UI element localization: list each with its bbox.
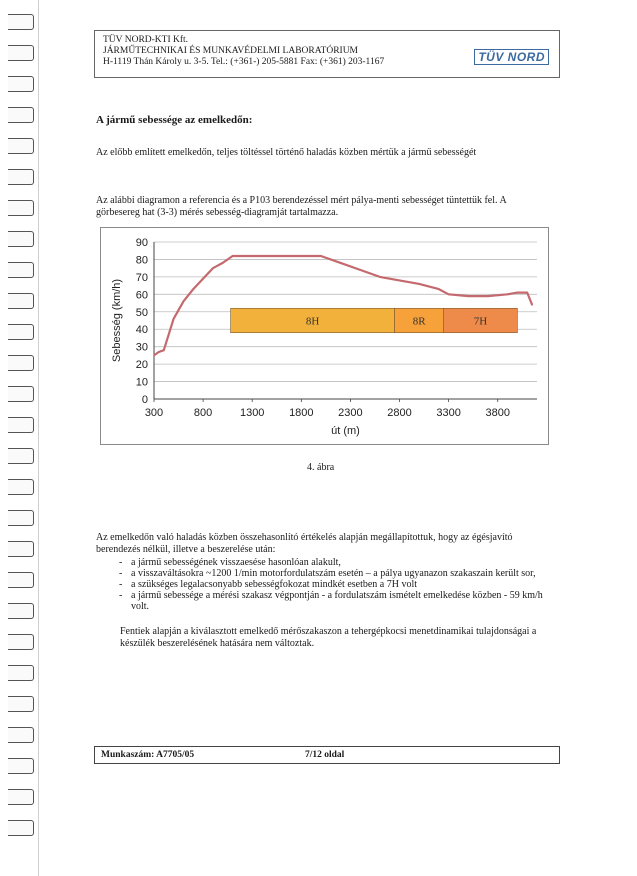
x-tick-label: 3800 bbox=[485, 407, 510, 419]
speed-data-point bbox=[251, 255, 253, 257]
binding-ring bbox=[8, 169, 34, 185]
speed-chart bbox=[100, 227, 549, 445]
list-item: - a jármű sebességének visszaesése hasonlóan alakult, bbox=[121, 557, 561, 568]
binding-ring bbox=[8, 386, 34, 402]
speed-data-point bbox=[320, 255, 322, 257]
speed-data-point bbox=[271, 255, 273, 257]
x-tick-label: 300 bbox=[144, 407, 164, 419]
binding-ring bbox=[8, 231, 34, 247]
tuv-nord-logo: TÜV NORD bbox=[474, 49, 549, 65]
binding-ring bbox=[8, 696, 34, 712]
binding-ring bbox=[8, 324, 34, 340]
y-tick-label: 20 bbox=[135, 359, 148, 372]
gear-band-label: 7H bbox=[473, 315, 488, 328]
speed-data-point bbox=[359, 269, 361, 271]
x-tick-label: 2800 bbox=[387, 407, 412, 419]
binding-ring bbox=[8, 200, 34, 216]
page-number: 7/12 oldal bbox=[305, 750, 345, 760]
binding-ring bbox=[8, 448, 34, 464]
speed-data-point bbox=[438, 288, 440, 290]
binding-ring bbox=[8, 789, 34, 805]
binding-ring bbox=[8, 510, 34, 526]
evaluation-intro: Az emelkedőn való haladás közben összehasonlító értékelés alapján megállapítottuk, hogy az égésjavító berendezés nélkül, illetve a beszerelése után: bbox=[96, 532, 513, 555]
list-item: - a szükséges legalacsonyabb sebességfokozat mindkét esetben a 7H volt bbox=[121, 579, 561, 590]
binding-ring bbox=[8, 758, 34, 774]
binding-ring bbox=[8, 262, 34, 278]
lab-name: JÁRMŰTECHNIKAI ÉS MUNKAVÉDELMI LABORATÓRIUM bbox=[103, 46, 359, 56]
speed-data-point bbox=[183, 300, 185, 302]
y-tick-label: 30 bbox=[135, 341, 148, 354]
binding-ring bbox=[8, 541, 34, 557]
address-line: H-1119 Thán Károly u. 3-5. Tel.: (+361-) 205-5881 Fax: (+361) 203-1167 bbox=[103, 57, 385, 67]
speed-data-point bbox=[467, 295, 469, 297]
speed-data-point bbox=[222, 262, 224, 264]
y-tick-label: 50 bbox=[135, 306, 148, 319]
footer bbox=[94, 746, 560, 764]
x-tick-label: 1300 bbox=[239, 407, 265, 419]
y-tick-label: 80 bbox=[135, 254, 148, 267]
y-tick-label: 90 bbox=[135, 237, 148, 249]
list-item: - a visszaváltásokra ~1200 1/min motorfordulatszám esetén – a pálya ugyanazon szakaszain került sor, bbox=[121, 568, 561, 579]
speed-data-point bbox=[158, 351, 160, 353]
y-tick-label: 10 bbox=[135, 376, 148, 389]
x-tick-label: 800 bbox=[193, 407, 213, 419]
binding-ring bbox=[8, 45, 34, 61]
binding-ring bbox=[8, 14, 34, 30]
speed-data-point bbox=[507, 293, 509, 295]
binding-ring bbox=[8, 138, 34, 154]
speed-data-point bbox=[526, 292, 528, 294]
job-number: Munkaszám: A7705/05 bbox=[101, 750, 195, 760]
speed-data-point bbox=[531, 304, 533, 306]
conclusion: Fentiek alapján a kiválasztott emelkedő mérőszakaszon a tehergépkocsi menetdinamikai tulajdonságai a készülék beszerelésének hatására nem változtak. bbox=[120, 626, 537, 649]
speed-data-point bbox=[173, 318, 175, 320]
binding-ring bbox=[8, 665, 34, 681]
x-tick-label: 1800 bbox=[289, 407, 314, 419]
list-item: - a jármű sebessége a mérési szakasz végpontján - a fordulatszám ismételt emelkedése közben - 59 km/h volt. bbox=[121, 590, 561, 612]
gear-band-label: 8H bbox=[305, 315, 320, 328]
gear-band-label: 8R bbox=[412, 315, 426, 328]
speed-data-point bbox=[163, 349, 165, 351]
speed-data-point bbox=[153, 354, 155, 356]
speed-data-point bbox=[418, 283, 420, 285]
binding-ring bbox=[8, 293, 34, 309]
speed-data-point bbox=[516, 292, 518, 294]
binding-ring bbox=[8, 572, 34, 588]
speed-data-point bbox=[448, 293, 450, 295]
intro-paragraph: Az előbb említett emelkedőn, teljes töltéssel történő haladás közben mértük a jármű sebességét bbox=[96, 147, 477, 158]
speed-data-point bbox=[300, 255, 302, 257]
binding-ring bbox=[8, 634, 34, 650]
speed-data-point bbox=[340, 262, 342, 264]
y-tick-label: 0 bbox=[141, 394, 148, 406]
speed-series-line bbox=[154, 256, 532, 355]
binding-ring bbox=[8, 727, 34, 743]
page-edge bbox=[38, 0, 39, 876]
binding-ring bbox=[8, 355, 34, 371]
binding-ring bbox=[8, 107, 34, 123]
figure-caption: 4. ábra bbox=[307, 462, 335, 473]
company-name: TÜV NORD-KTI Kft. bbox=[103, 35, 189, 45]
speed-chart-svg bbox=[101, 228, 550, 446]
speed-data-point bbox=[399, 279, 401, 281]
x-axis-label: út (m) bbox=[331, 425, 360, 437]
diagram-description: Az alábbi diagramon a referencia és a P103 berendezéssel mért pálya-menti sebességet tüntettük fel. A görbesereg hat (3-3) mérés sebesség-diagramját tartalmazza. bbox=[96, 195, 507, 218]
speed-data-point bbox=[487, 295, 489, 297]
binding-ring bbox=[8, 417, 34, 433]
letterhead bbox=[94, 30, 560, 78]
binding-ring bbox=[8, 76, 34, 92]
speed-data-point bbox=[379, 276, 381, 278]
findings-list bbox=[121, 557, 561, 612]
speed-data-point bbox=[212, 267, 214, 269]
y-tick-label: 40 bbox=[135, 324, 148, 337]
speed-data-point bbox=[192, 288, 194, 290]
binding-ring bbox=[8, 820, 34, 836]
binding-ring bbox=[8, 479, 34, 495]
x-tick-label: 2300 bbox=[338, 407, 363, 419]
x-tick-label: 3300 bbox=[436, 407, 461, 419]
y-tick-label: 60 bbox=[135, 289, 148, 302]
y-tick-label: 70 bbox=[135, 271, 148, 284]
speed-data-point bbox=[202, 278, 204, 280]
binding-ring bbox=[8, 603, 34, 619]
y-axis-label: Sebesség (km/h) bbox=[111, 278, 123, 363]
section-title: A jármű sebessége az emelkedőn: bbox=[96, 114, 253, 126]
speed-data-point bbox=[232, 255, 234, 257]
